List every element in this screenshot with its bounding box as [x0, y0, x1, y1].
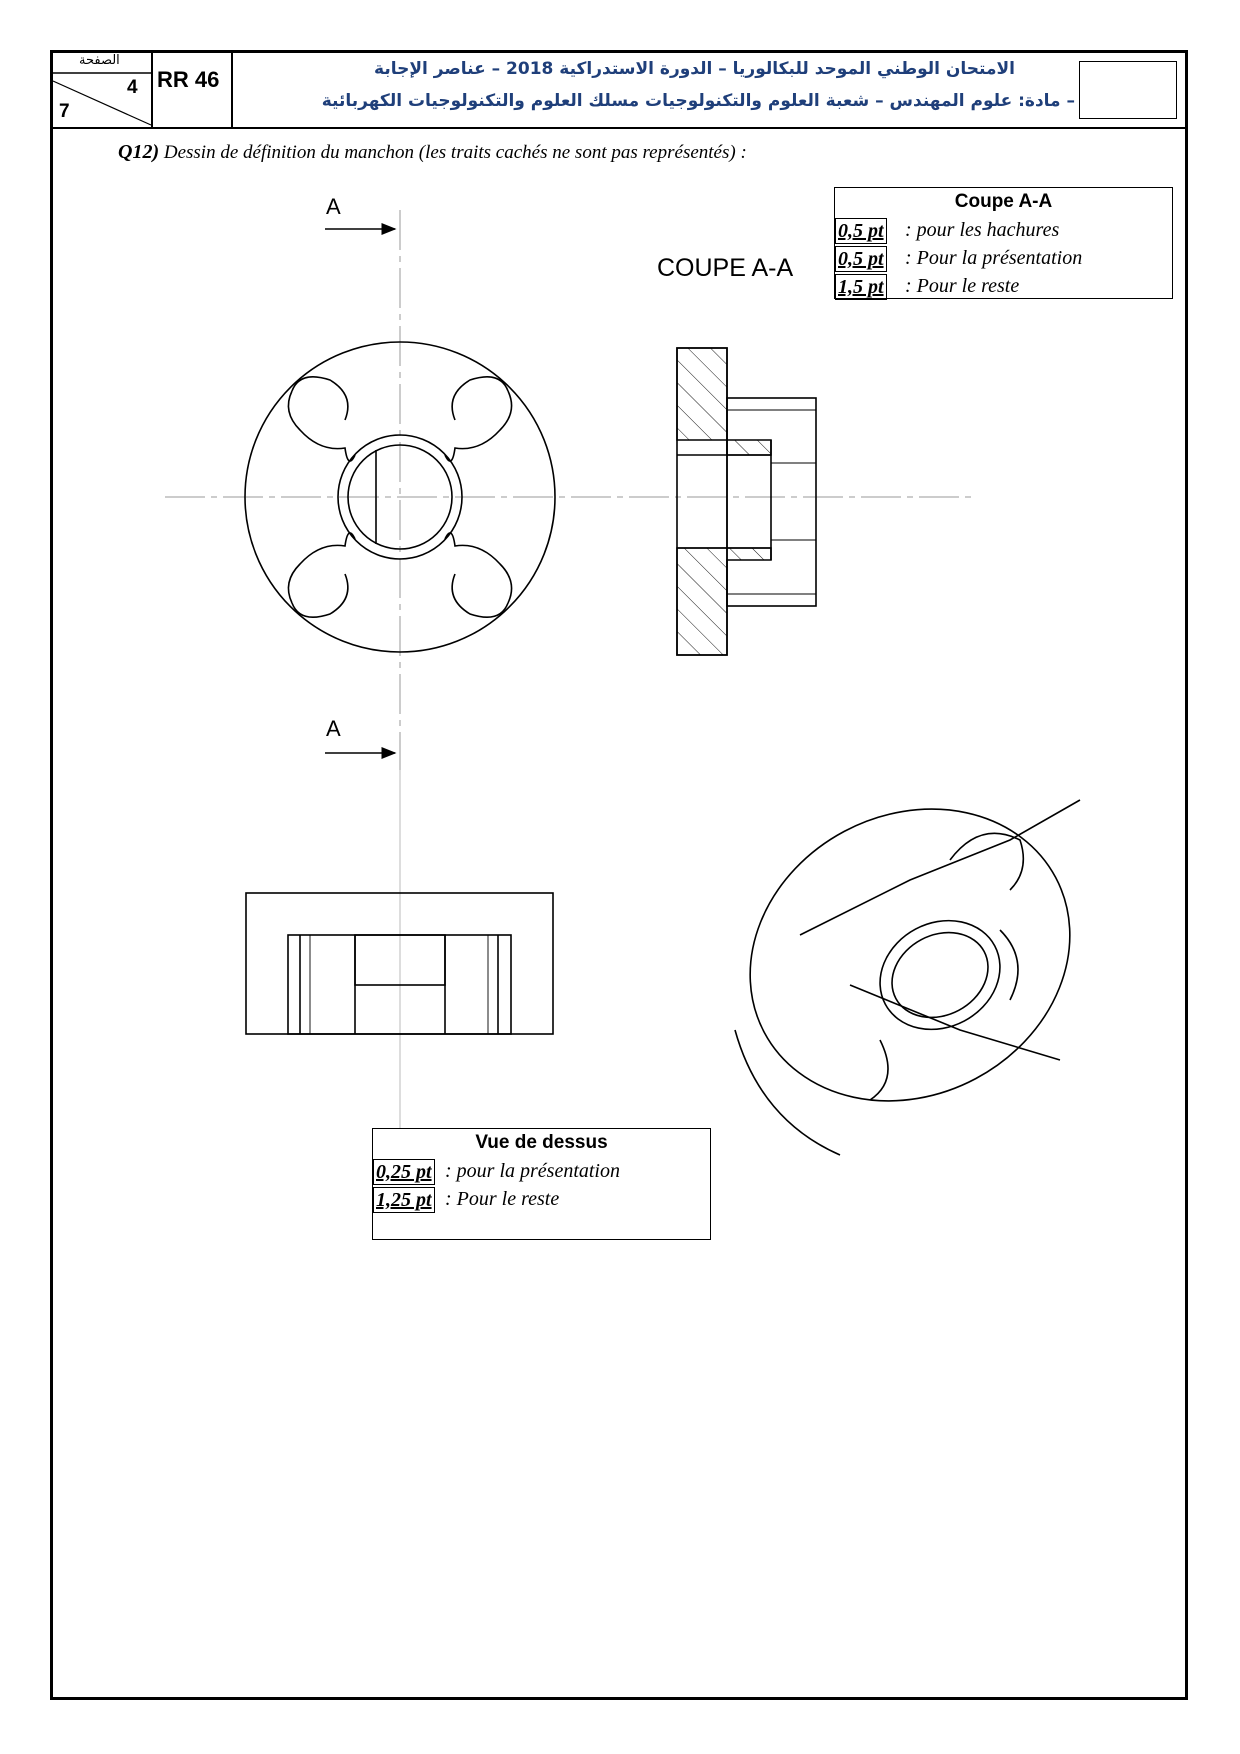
iso-lobe-2 — [1000, 930, 1018, 1000]
vue-grading-box — [372, 1128, 711, 1240]
iso-lobe-3 — [870, 1040, 888, 1100]
iso-side — [735, 1030, 840, 1155]
lobe-edge-br — [452, 574, 508, 617]
coupe-grading-box — [834, 187, 1173, 299]
lobe-bottom-right — [445, 533, 512, 603]
iso-cut-top — [800, 800, 1080, 935]
lobe-top-left — [288, 391, 355, 461]
coupe-pts-2: 0,5 pt — [835, 246, 887, 272]
vue-pts-2: 1,25 pt — [373, 1187, 435, 1213]
lobe-bottom-left — [288, 533, 355, 603]
exam-code: RR 46 — [157, 67, 220, 92]
center-lines — [165, 210, 975, 1130]
isometric-view — [699, 754, 1122, 1156]
iso-outer — [699, 754, 1122, 1156]
section-view — [677, 348, 816, 655]
coupe-pts-3: 1,5 pt — [835, 274, 887, 300]
question-number: Q12) — [118, 141, 160, 163]
vue-desc-2: : Pour le reste — [445, 1188, 560, 1210]
section-label-top: A — [326, 194, 341, 219]
hatched-lower — [677, 548, 771, 655]
iso-lobe-1 — [950, 833, 1023, 890]
exam-title-line2: – مادة: علوم المهندس – شعبة العلوم والتكنولوجيات مسلك العلوم والتكنولوجيات الكهربائية — [321, 91, 1075, 111]
coupe-desc-2: : Pour la présentation — [905, 247, 1083, 269]
section-title: COUPE A-A — [657, 254, 794, 282]
lobe-edge-tl — [292, 377, 348, 420]
lobe-top-right — [445, 391, 512, 461]
coupe-desc-1: : pour les hachures — [905, 219, 1060, 241]
coupe-box-title: Coupe A-A — [954, 191, 1053, 212]
question-text: Dessin de définition du manchon (les traits cachés ne sont pas représentés) : — [163, 142, 747, 163]
page-number: 4 — [127, 77, 138, 98]
iso-bore — [877, 916, 1003, 1034]
exam-title-line1: الامتحان الوطني الموحد للبكالوريا – الدورة الاستدراكية 2018 – عناصر الإجابة — [374, 59, 1015, 79]
vue-desc-1: : pour la présentation — [445, 1160, 620, 1182]
lobe-edge-bl — [292, 574, 348, 617]
iso-hub — [861, 900, 1019, 1050]
vue-box-title: Vue de dessus — [475, 1132, 608, 1153]
coupe-pts-1: 0,5 pt — [835, 218, 887, 244]
hatched-upper — [677, 348, 771, 455]
coupe-desc-3: : Pour le reste — [905, 275, 1020, 297]
page-total: 7 — [59, 101, 70, 122]
page-label: الصفحة — [79, 53, 120, 68]
vue-pts-1: 0,25 pt — [373, 1159, 435, 1185]
section-label-bottom: A — [326, 716, 341, 741]
lobe-edge-tr — [452, 377, 508, 420]
